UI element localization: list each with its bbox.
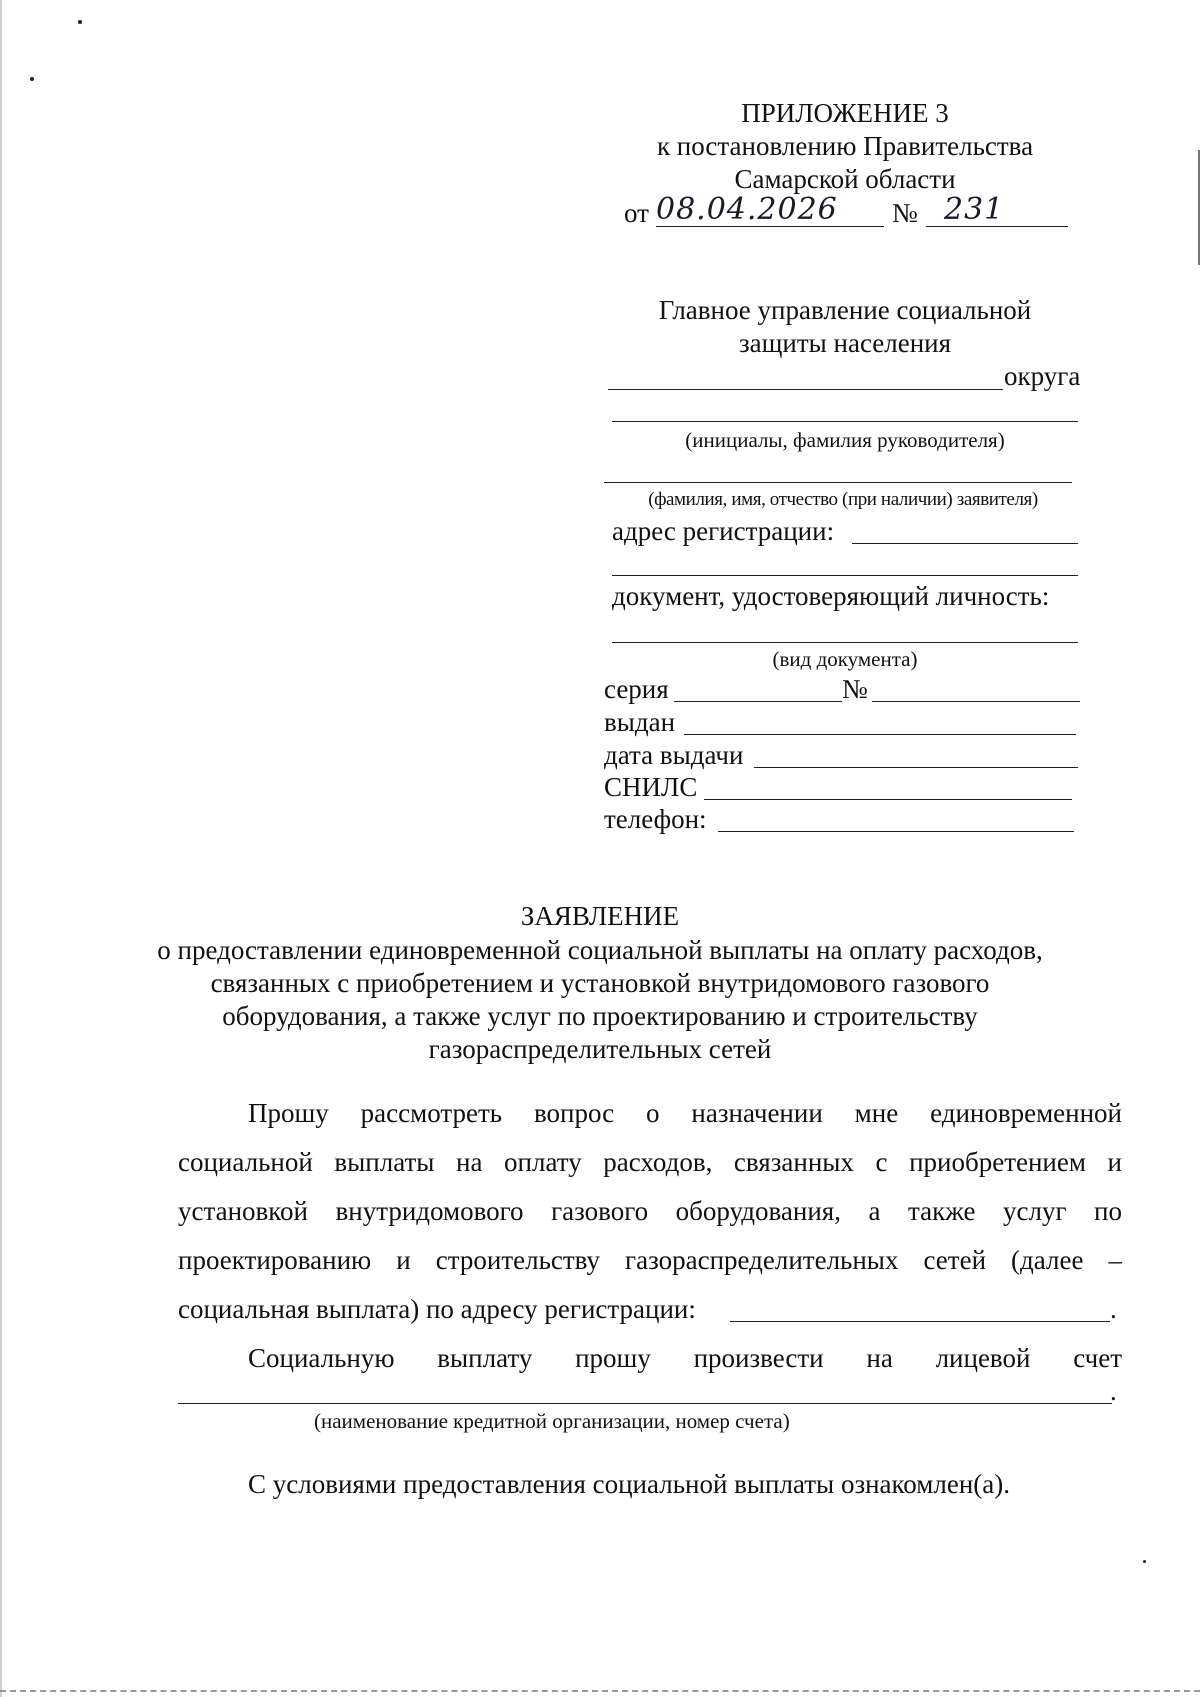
- date-handwritten: 08.04.2026: [656, 192, 838, 227]
- doc-type-field[interactable]: [612, 642, 1078, 643]
- issued-label: выдан: [604, 707, 676, 737]
- appendix-title: ПРИЛОЖЕНИЕ 3: [741, 98, 949, 128]
- addressee-line1: Главное управление социальной: [658, 295, 1032, 325]
- series-field[interactable]: [674, 701, 842, 702]
- applicant-name-field[interactable]: [604, 482, 1072, 483]
- region-line: Самарской области: [734, 164, 956, 194]
- paragraph1-line: социальной выплаты на оплату расходов, связанных с приобретением и: [178, 1147, 1122, 1177]
- applicant-caption: (фамилия, имя, отчество (при наличии) заявителя): [648, 489, 1038, 510]
- statement-title: ЗАЯВЛЕНИЕ: [520, 901, 680, 931]
- registration-field[interactable]: [852, 543, 1078, 544]
- issued-field[interactable]: [684, 734, 1076, 735]
- paragraph1-last-line: социальная выплата) по адресу регистрации:: [178, 1294, 696, 1324]
- phone-label: телефон:: [604, 804, 707, 834]
- paragraph2-line: Социальную выплату прошу произвести на лицевой счет: [248, 1343, 1122, 1373]
- resolution-line: к постановлению Правительства: [656, 131, 1034, 161]
- statement-subtitle-line: газораспределительных сетей: [428, 1034, 772, 1064]
- doc-number-label: №: [842, 674, 868, 704]
- doc-number-field[interactable]: [872, 701, 1080, 702]
- issue-date-field[interactable]: [754, 767, 1078, 768]
- account-caption: (наименование кредитной организации, номер счета): [314, 1409, 790, 1433]
- paragraph1-line: Прошу рассмотреть вопрос о назначении мне единовременной: [248, 1098, 1122, 1128]
- date-prefix: от: [624, 198, 649, 228]
- period-mark: .: [1110, 1376, 1117, 1406]
- paragraph1-line: проектированию и строительству газораспределительных сетей (далее –: [178, 1245, 1122, 1275]
- okrug-suffix: округа: [1004, 361, 1081, 391]
- series-label: серия: [604, 674, 669, 704]
- paragraph1-line: установкой внутридомового газового оборудования, а также услуг по: [178, 1196, 1122, 1226]
- issue-date-label: дата выдачи: [604, 740, 744, 770]
- doc-type-caption: (вид документа): [772, 647, 918, 671]
- scan-edge-left: [0, 0, 2, 1697]
- registration-field-2[interactable]: [612, 575, 1078, 576]
- scan-speck: [30, 77, 34, 81]
- registration-label: адрес регистрации:: [612, 516, 835, 546]
- payment-address-field[interactable]: [730, 1321, 1110, 1322]
- head-caption: (инициалы, фамилия руководителя): [685, 428, 1005, 452]
- head-name-field[interactable]: [612, 421, 1078, 422]
- snils-label: СНИЛС: [604, 772, 698, 802]
- scan-bottom-edge: [0, 1690, 1200, 1692]
- number-handwritten: 231: [944, 192, 1005, 227]
- acknowledgement: С условиями предоставления социальной выплаты ознакомлен(а).: [248, 1469, 1010, 1499]
- account-field[interactable]: [178, 1403, 1112, 1404]
- okrug-field[interactable]: [608, 389, 1003, 390]
- scan-speck: [78, 20, 82, 24]
- number-sign: №: [892, 198, 918, 228]
- id-doc-label: документ, удостоверяющий личность:: [612, 581, 1050, 611]
- phone-field[interactable]: [718, 831, 1074, 832]
- snils-field[interactable]: [704, 799, 1072, 800]
- statement-subtitle-line: связанных с приобретением и установкой внутридомового газового: [210, 968, 990, 998]
- statement-subtitle-line: оборудования, а также услуг по проектированию и строительству: [222, 1001, 978, 1031]
- scan-speck: [1143, 1560, 1146, 1563]
- period-mark: .: [1110, 1294, 1117, 1324]
- addressee-line2: защиты населения: [738, 328, 952, 358]
- statement-subtitle-line: о предоставлении единовременной социальной выплаты на оплату расходов,: [157, 935, 1043, 965]
